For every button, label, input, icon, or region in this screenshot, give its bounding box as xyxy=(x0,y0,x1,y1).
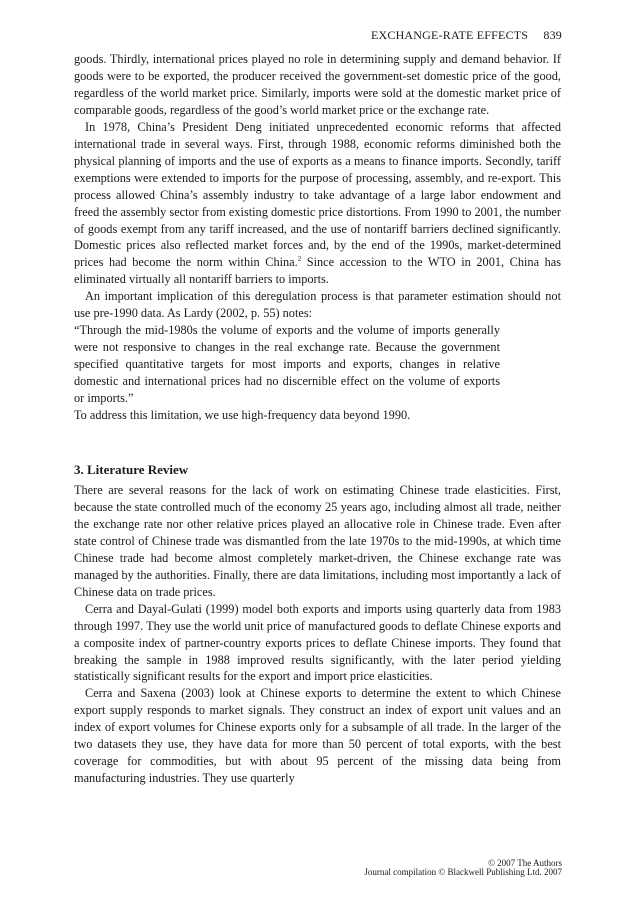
running-title: EXCHANGE-RATE EFFECTS xyxy=(370,28,529,42)
paragraph-limitation: To address this limitation, we use high-frequency data beyond 1990. xyxy=(74,408,411,423)
paragraph-deng-reforms xyxy=(74,119,561,289)
copyright-journal: Journal compilation © Blackwell Publishing Ltd. 2007 xyxy=(364,867,562,877)
running-header xyxy=(371,28,562,43)
paragraph-cerra-saxena: Cerra and Saxena (2003) look at Chinese exports to determine the extent to which Chinese export supply responds to market signals. They construct an index of export unit values and an index of export volumes for Chinese exports only for a subsample of all trade. In the larger of the two datasets they use, they have data for more than 50 percent of total exports, with the best coverage for commodities, but with about 95 percent of the missing data being from manufacturing industries. They use quarterly xyxy=(74,686,561,786)
paragraph-deng-reforms-text-end: Since accession to the WTO in 2001, China has eliminated virtually all nontariff barriers to imports. xyxy=(74,255,562,287)
copyright-footer xyxy=(364,859,562,877)
footnote-marker[interactable]: 2 xyxy=(297,255,302,264)
section-heading: 3. Literature Review xyxy=(74,461,189,477)
page-body xyxy=(74,51,561,787)
paragraph-lit-reasons: There are several reasons for the lack of work on estimating Chinese trade elasticities. First, because the state controlled much of the economy 25 years ago, including almost all trade, neither the exchange rate nor other relative prices played an allocative role in Chinese trade. Even after state control of Chinese trade was dismantled from the late 1970s to the mid-1990s, at which time Chinese trade had become almost completely market-driven, the Chinese exchange rate was managed by the authorities. Finally, there are data limitations, including most importantly a lack of Chinese data on trade prices. xyxy=(74,482,561,599)
paragraph-cerra-dayal-gulati: Cerra and Dayal-Gulati (1999) model both exports and imports using quarterly data from 1983 through 1997. They use the world unit price of manufactured goods to deflate Chinese exports and a composite index of partner-country exports prices to deflate Chinese imports. They found that breaking the sample in 1988 improved results significantly, with the later period yielding statistically significant results for the export and import price elasticities. xyxy=(74,601,561,684)
block-quote: “Through the mid-1980s the volume of exports and the volume of imports generally were not responsive to changes in the real exchange rate. Because the government specified quantitative targets for most imports and exports, changes in relative domestic and international prices had no discernible effect on the volume of exports or imports.” xyxy=(74,323,500,406)
paragraph-continuation: goods. Thirdly, international prices played no role in determining supply and demand behavior. If goods were to be exported, the producer received the government-set domestic price of the good, regardless of the world market price. Similarly, imports were sold at the domestic market price of comparable goods, regardless of the good’s world market price or the exchange rate. xyxy=(74,52,561,117)
copyright-authors: © 2007 The Authors xyxy=(488,858,562,868)
page-number: 839 xyxy=(543,28,562,42)
paragraph-deregulation: An important implication of this deregulation process is that parameter estimation should not use pre-1990 data. As Lardy (2002, p. 55) notes: xyxy=(74,289,561,321)
paragraph-deng-reforms-text: In 1978, China’s President Deng initiated unprecedented economic reforms that affected international trade in several ways. First, through 1988, economic reforms diminished both the physical planning of imports and the use of exports as a means to finance imports. Secondly, tariff exemptions were extended to imports for the purpose of processing, assembly, and re-export. This process allowed China’s assembly industry to take advantage of a large labor endowment and freed the assembly sector from existing domestic price distortions. From 1990 to 2001, the number of goods exempt from any tariff increased, and the use of nontariff barriers declined significantly. Domestic prices also reflected market forces and, by the end of the 1990s, market-determined prices had become the norm within China. xyxy=(74,119,561,270)
